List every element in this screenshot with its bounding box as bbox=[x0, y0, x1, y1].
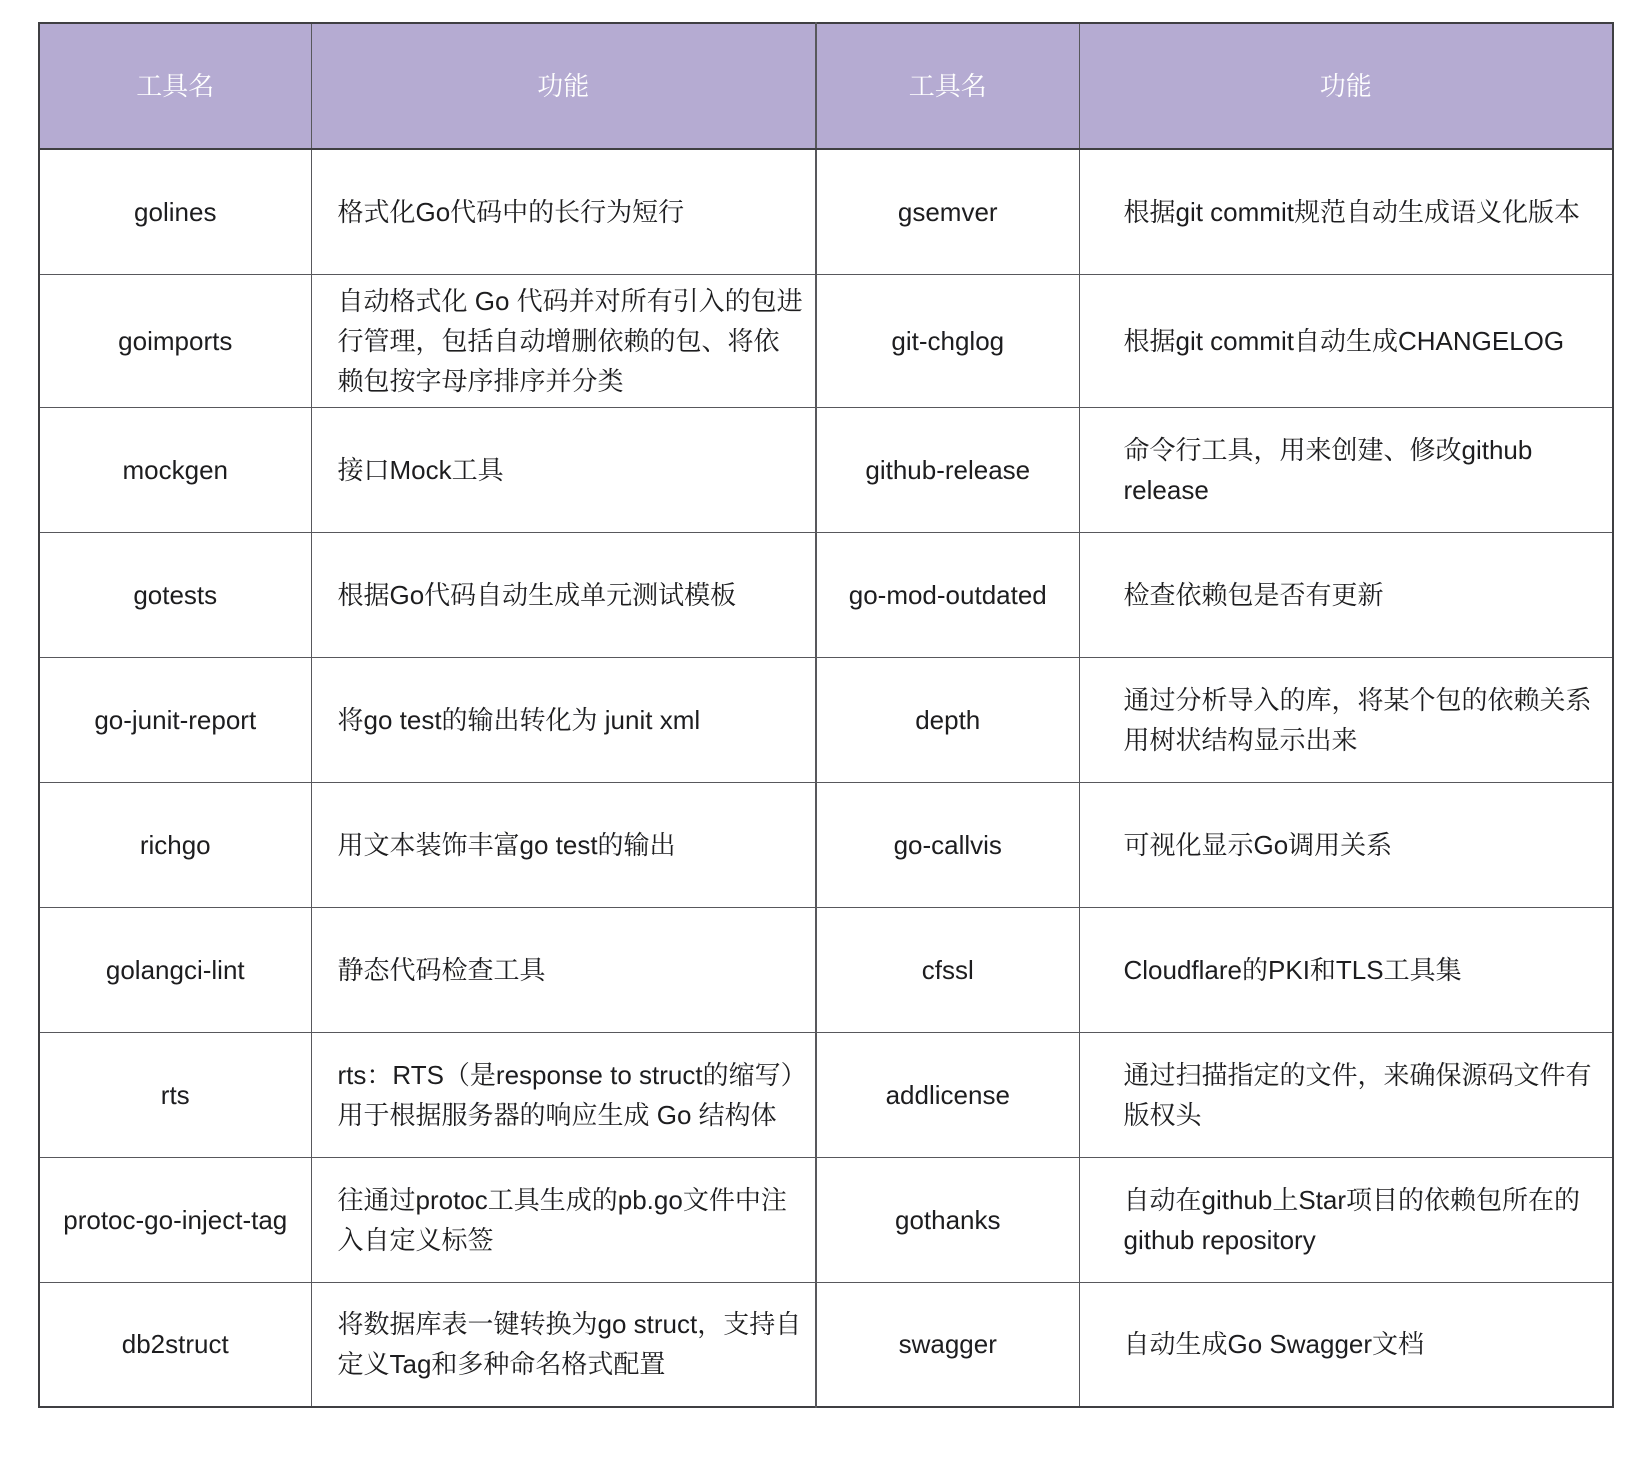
function-cell-right: 通过分析导入的库，将某个包的依赖关系用树状结构显示出来 bbox=[1079, 657, 1613, 782]
table-row bbox=[39, 407, 1613, 532]
header-function-left: 功能 bbox=[311, 23, 816, 149]
function-cell-left: 往通过protoc工具生成的pb.go文件中注入自定义标签 bbox=[311, 1157, 816, 1282]
table-row bbox=[39, 1157, 1613, 1282]
function-cell-right: 自动在github上Star项目的依赖包所在的github repository bbox=[1079, 1157, 1613, 1282]
tool-name-cell-right: cfssl bbox=[816, 907, 1079, 1032]
go-tools-table bbox=[38, 22, 1614, 1408]
tool-name-cell-right: depth bbox=[816, 657, 1079, 782]
header-tool-name-left: 工具名 bbox=[39, 23, 311, 149]
function-cell-left: rts：RTS（是response to struct的缩写）用于根据服务器的响应生成 Go 结构体 bbox=[311, 1032, 816, 1157]
tool-name-cell-right: go-callvis bbox=[816, 782, 1079, 907]
table-row bbox=[39, 907, 1613, 1032]
function-cell-right: 根据git commit自动生成CHANGELOG bbox=[1079, 274, 1613, 407]
tool-name-cell-right: gothanks bbox=[816, 1157, 1079, 1282]
function-cell-right: Cloudflare的PKI和TLS工具集 bbox=[1079, 907, 1613, 1032]
tool-name-cell-right: go-mod-outdated bbox=[816, 532, 1079, 657]
function-cell-left: 静态代码检查工具 bbox=[311, 907, 816, 1032]
tool-name-cell-left: richgo bbox=[39, 782, 311, 907]
tool-name-cell-left: golines bbox=[39, 149, 311, 274]
table-row bbox=[39, 1282, 1613, 1407]
table-header bbox=[39, 23, 1613, 149]
function-cell-left: 用文本装饰丰富go test的输出 bbox=[311, 782, 816, 907]
function-cell-right: 自动生成Go Swagger文档 bbox=[1079, 1282, 1613, 1407]
table-body bbox=[39, 149, 1613, 1407]
tool-name-cell-right: addlicense bbox=[816, 1032, 1079, 1157]
tool-name-cell-right: git-chglog bbox=[816, 274, 1079, 407]
function-cell-left: 格式化Go代码中的长行为短行 bbox=[311, 149, 816, 274]
tool-name-cell-left: go-junit-report bbox=[39, 657, 311, 782]
table-row bbox=[39, 657, 1613, 782]
table-row bbox=[39, 532, 1613, 657]
function-cell-right: 可视化显示Go调用关系 bbox=[1079, 782, 1613, 907]
table-row bbox=[39, 274, 1613, 407]
tool-name-cell-left: db2struct bbox=[39, 1282, 311, 1407]
tool-name-cell-right: swagger bbox=[816, 1282, 1079, 1407]
tool-name-cell-left: goimports bbox=[39, 274, 311, 407]
header-function-right: 功能 bbox=[1079, 23, 1613, 149]
function-cell-right: 命令行工具，用来创建、修改github release bbox=[1079, 407, 1613, 532]
function-cell-right: 根据git commit规范自动生成语义化版本 bbox=[1079, 149, 1613, 274]
tool-name-cell-left: golangci-lint bbox=[39, 907, 311, 1032]
tool-name-cell-left: gotests bbox=[39, 532, 311, 657]
function-cell-right: 检查依赖包是否有更新 bbox=[1079, 532, 1613, 657]
tool-name-cell-left: rts bbox=[39, 1032, 311, 1157]
function-cell-right: 通过扫描指定的文件，来确保源码文件有版权头 bbox=[1079, 1032, 1613, 1157]
tool-name-cell-left: mockgen bbox=[39, 407, 311, 532]
header-row bbox=[39, 23, 1613, 149]
table-row bbox=[39, 1032, 1613, 1157]
function-cell-left: 将数据库表一键转换为go struct，支持自定义Tag和多种命名格式配置 bbox=[311, 1282, 816, 1407]
tool-name-cell-right: github-release bbox=[816, 407, 1079, 532]
function-cell-left: 自动格式化 Go 代码并对所有引入的包进行管理，包括自动增删依赖的包、将依赖包按字母序排序并分类 bbox=[311, 274, 816, 407]
tool-name-cell-right: gsemver bbox=[816, 149, 1079, 274]
table-row bbox=[39, 149, 1613, 274]
function-cell-left: 接口Mock工具 bbox=[311, 407, 816, 532]
header-tool-name-right: 工具名 bbox=[816, 23, 1079, 149]
table-row bbox=[39, 782, 1613, 907]
tool-name-cell-left: protoc-go-inject-tag bbox=[39, 1157, 311, 1282]
function-cell-left: 根据Go代码自动生成单元测试模板 bbox=[311, 532, 816, 657]
function-cell-left: 将go test的输出转化为 junit xml bbox=[311, 657, 816, 782]
